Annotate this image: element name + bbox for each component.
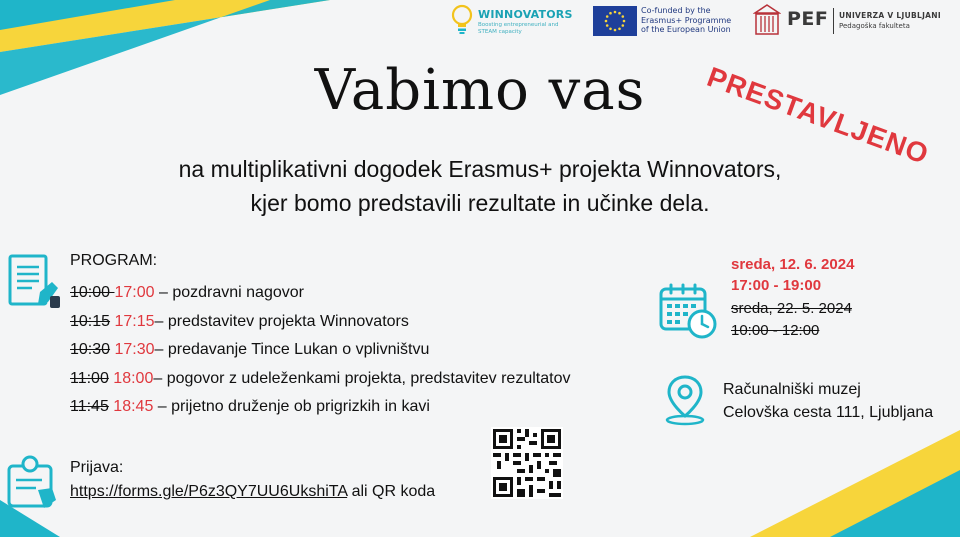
registration-row	[70, 483, 435, 501]
program-item-new-time: 17:00	[114, 284, 155, 301]
eu-caption-line1: Co-funded by the	[641, 6, 711, 15]
pef-logo	[753, 4, 953, 38]
event-new-time: 17:00 - 19:00	[731, 277, 822, 294]
eu-caption	[641, 6, 751, 35]
registration-label: Prijava:	[70, 459, 124, 476]
program-item-old-time: 10:30	[70, 341, 111, 358]
winnovators-logo	[448, 4, 578, 38]
subtitle-line2: kjer bomo predstavili rezultate in učinke dela.	[250, 190, 710, 216]
program-item	[70, 393, 660, 422]
program-item-new-time: 18:00	[108, 369, 154, 387]
registration-suffix: ali QR koda	[347, 483, 436, 500]
eu-caption-line2: Erasmus+ Programme	[641, 15, 732, 25]
headline: Vabimo vas	[314, 58, 646, 123]
program-item-old-time: 10:00	[70, 284, 115, 301]
program-item-old-time: 11:45	[70, 398, 109, 415]
pef-faculty: Pedagoška fakulteta	[839, 22, 910, 30]
eu-flag-icon	[593, 6, 637, 36]
program-item-new-time: 17:30	[110, 341, 155, 358]
program-item-desc: – predavanje Tince Lukan o vplivništvu	[154, 341, 430, 358]
program-item-desc: – pozdravni nagovor	[154, 284, 304, 301]
person-form-icon	[6, 452, 62, 512]
program-item	[70, 279, 660, 308]
location-pin-icon	[662, 374, 708, 426]
program-list	[70, 279, 660, 422]
pef-university: UNIVERZA V LJUBLJANI	[839, 11, 941, 20]
pef-mark: PEF	[787, 8, 829, 30]
subtitle	[80, 152, 880, 220]
program-label: PROGRAM:	[70, 252, 158, 269]
event-old-time: 10:00 - 12:00	[731, 322, 820, 339]
program-item-desc: – prijetno druženje ob prigrizkih in kavi	[153, 398, 430, 415]
winnovators-name: WINNOVATORS	[478, 8, 573, 21]
registration-link[interactable]: https://forms.gle/P6z3QY7UU6UkshiTA	[70, 483, 348, 500]
pef-building-icon	[753, 4, 781, 36]
program-item-old-time: 10:15	[70, 312, 111, 330]
pef-divider	[833, 8, 834, 34]
location-address: Celovška cesta 111, Ljubljana	[723, 404, 934, 421]
program-item	[70, 308, 660, 337]
eu-caption-line3: of the European Union	[641, 25, 731, 34]
qr-code-icon[interactable]	[491, 427, 563, 499]
event-new-date: sreda, 12. 6. 2024	[731, 256, 855, 273]
subtitle-line1: na multiplikativni dogodek Erasmus+ projekta Winnovators,	[178, 156, 782, 182]
document-checklist-icon	[6, 252, 64, 312]
location-name: Računalniški muzej	[723, 381, 861, 398]
postponed-stamp: PRESTAVLJENO	[703, 61, 934, 171]
program-item	[70, 365, 660, 394]
lightbulb-icon	[450, 4, 474, 36]
winnovators-tagline: Boosting entrepreneurial and STEAM capacity	[478, 22, 559, 35]
program-item-new-time: 18:45	[108, 398, 154, 415]
program-item-desc: – pogovor z udeleženkami projekta, predstavitev rezultatov	[153, 369, 571, 387]
program-item-old-time: 11:00	[70, 369, 109, 387]
program-item-new-time: 17:15	[110, 312, 155, 330]
program-item-desc: – predstavitev projekta Winnovators	[154, 312, 409, 330]
eu-logo	[593, 6, 743, 36]
calendar-clock-icon	[658, 283, 720, 341]
event-old-date: sreda, 22. 5. 2024	[731, 300, 852, 317]
program-item	[70, 336, 660, 365]
